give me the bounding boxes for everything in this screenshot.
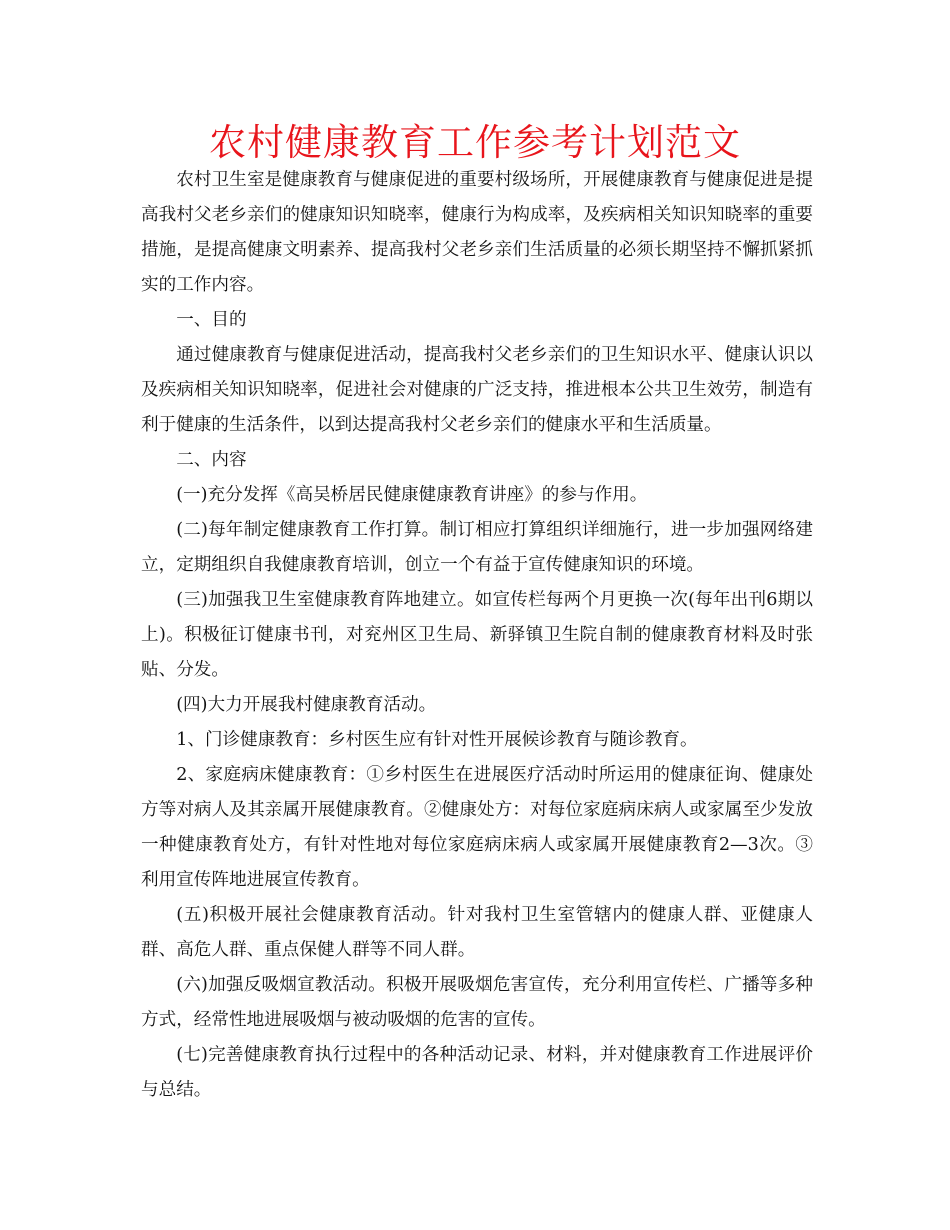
paragraph-item-1: (一)充分发挥《高吴桥居民健康健康教育讲座》的参与作用。 xyxy=(176,485,648,505)
page-title: 农村健康教育工作参考计划范文 xyxy=(209,121,741,164)
section-heading-content: 二、内容 xyxy=(176,450,247,470)
paragraph-item-2: (二)每年制定健康教育工作打算。制订相应打算组织详细施行，进一步加强网络建立，定期组织自我健康教育培训，创立一个有益于宣传健康知识的环境。 xyxy=(141,520,813,575)
section-heading-purpose: 一、目的 xyxy=(176,310,247,330)
paragraph-subitem-1: 1、门诊健康教育：乡村医生应有针对性开展候诊教育与随诊教育。 xyxy=(176,730,698,750)
paragraph-item-7: (七)完善健康教育执行过程中的各种活动记录、材料，并对健康教育工作进展评价与总结。 xyxy=(141,1045,813,1100)
paragraph-intro: 农村卫生室是健康教育与健康促进的重要村级场所，开展健康教育与健康促进是提高我村父老乡亲们的健康知识知晓率，健康行为构成率，及疾病相关知识知晓率的重要措施，是提高健康文明素养、提高我村父老乡亲们生活质量的必须长期坚持不懈抓紧抓实的工作内容。 xyxy=(141,170,813,295)
paragraph-item-6: (六)加强反吸烟宣教活动。积极开展吸烟危害宣传，充分利用宣传栏、广播等多种方式，经常性地进展吸烟与被动吸烟的危害的宣传。 xyxy=(141,975,813,1030)
paragraph-item-4: (四)大力开展我村健康教育活动。 xyxy=(176,695,437,715)
paragraph-item-5: (五)积极开展社会健康教育活动。针对我村卫生室管辖内的健康人群、亚健康人群、高危人群、重点保健人群等不同人群。 xyxy=(141,905,813,960)
paragraph-subitem-2: 2、家庭病床健康教育：①乡村医生在进展医疗活动时所运用的健康征询、健康处方等对病人及其亲属开展健康教育。②健康处方：对每位家庭病床病人或家属至少发放一种健康教育处方，有针对性地对每位家庭病床病人或家属开展健康教育2—3次。③利用宣传阵地进展宣传教育。 xyxy=(141,765,813,890)
document-body xyxy=(141,163,813,1108)
paragraph-item-3: (三)加强我卫生室健康教育阵地建立。如宣传栏每两个月更换一次(每年出刊6期以上)。积极征订健康书刊，对兖州区卫生局、新驿镇卫生院自制的健康教育材料及时张贴、分发。 xyxy=(141,590,813,680)
paragraph-purpose: 通过健康教育与健康促进活动，提高我村父老乡亲们的卫生知识水平、健康认识以及疾病相关知识知晓率，促进社会对健康的广泛支持，推进根本公共卫生效劳，制造有利于健康的生活条件，以到达提高我村父老乡亲们的健康水平和生活质量。 xyxy=(141,345,813,435)
